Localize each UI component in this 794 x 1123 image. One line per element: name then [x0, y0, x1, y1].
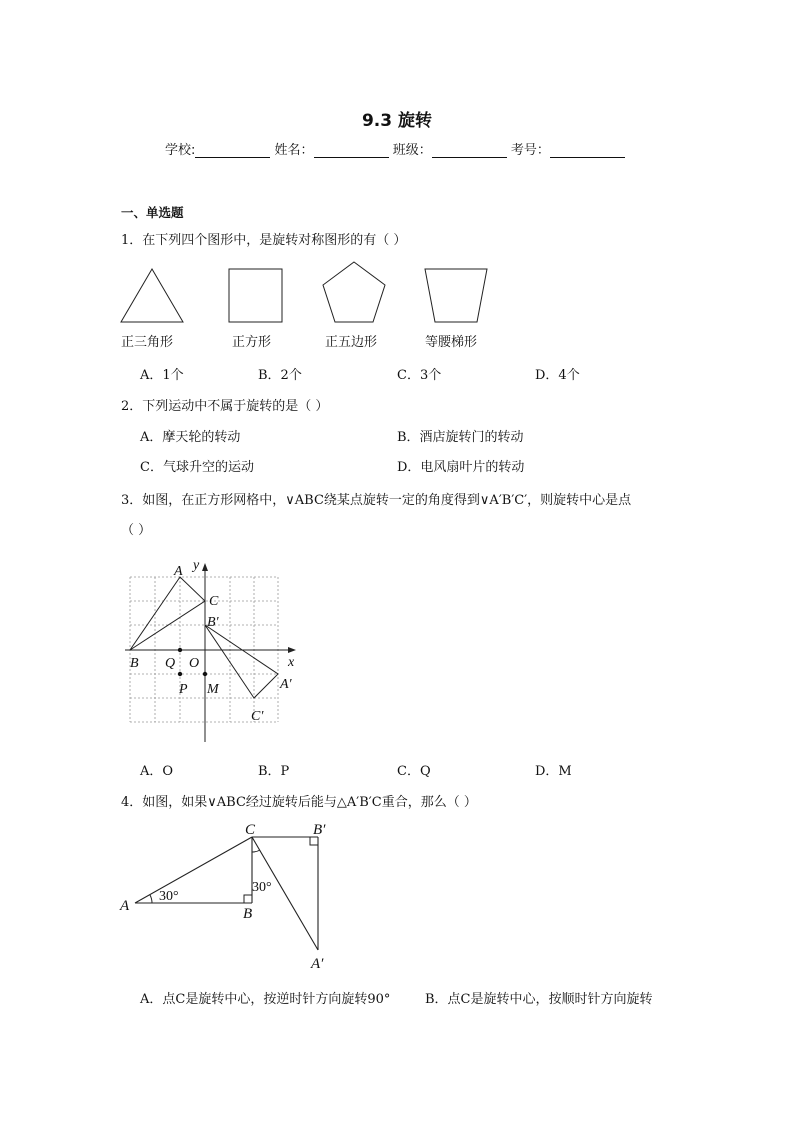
question-2-stem: 2．下列运动中不属于旋转的是（ ） [121, 399, 329, 414]
number-label: 考号： [510, 143, 550, 158]
q1-option-d[interactable]: D．4个 [535, 368, 580, 383]
label-b-prime: B′ [313, 822, 326, 838]
label-x-axis: x [288, 655, 295, 670]
caption-trapezoid: 等腰梯形 [425, 335, 478, 350]
caption-triangle: 正三角形 [121, 335, 174, 350]
label-p: P [179, 682, 188, 697]
q3-option-d[interactable]: D．M [535, 764, 572, 779]
school-label: 学校: [165, 143, 196, 158]
q3-option-a[interactable]: A．O [140, 764, 174, 779]
q4-option-b[interactable]: B．点C是旋转中心，按顺时针方向旋转 [425, 992, 653, 1007]
q1-option-c[interactable]: C．3个 [397, 368, 442, 383]
question-1-stem: 1．在下列四个图形中，是旋转对称图形的有（ ） [121, 233, 407, 248]
label-m: M [207, 682, 219, 697]
q4-option-a[interactable]: A．点C是旋转中心，按逆时针方向旋转90° [140, 992, 391, 1007]
q3-option-b[interactable]: B．P [258, 764, 290, 779]
angle-label-c: 30° [252, 880, 272, 895]
caption-square: 正方形 [232, 335, 272, 350]
label-c: C [245, 822, 256, 838]
angle-label-a: 30° [159, 889, 179, 904]
question-3-stem-cont: （ ） [121, 523, 152, 538]
q2-option-b[interactable]: B．酒店旋转门的转动 [397, 430, 524, 445]
label-a: A [120, 898, 130, 914]
right-angle-mark-b-prime [310, 837, 318, 845]
segment-a-c [135, 837, 252, 903]
q1-option-b[interactable]: B．2个 [258, 368, 302, 383]
label-o: O [189, 656, 200, 671]
q2-option-c[interactable]: C．气球升空的运动 [140, 460, 254, 475]
label-b: B [130, 656, 139, 671]
label-a: A [174, 564, 183, 579]
label-c-prime: C′ [251, 709, 264, 724]
label-y-axis: y [193, 558, 200, 573]
angle-arc-c [252, 850, 260, 852]
q3-option-c[interactable]: C．Q [397, 764, 431, 779]
label-q: Q [165, 656, 176, 671]
name-label: 姓名： [274, 143, 314, 158]
right-angle-mark-b [244, 895, 252, 903]
question-4-stem: 4．如图，如果∨ABC经过旋转后能与△A′B′C重合，那么（ ） [121, 795, 477, 810]
q1-option-a[interactable]: A．1个 [140, 368, 184, 383]
question-3-stem: 3．如图，在正方形网格中，∨ABC绕某点旋转一定的角度得到∨A′B′C′，则旋转中心是点 [121, 493, 632, 508]
q2-option-d[interactable]: D．电风扇叶片的转动 [397, 460, 525, 475]
angle-arc-a [150, 895, 152, 903]
section-heading: 一、单选题 [121, 205, 184, 220]
class-label: 班级： [392, 143, 432, 158]
page-title: 9.3 旋转 [361, 111, 433, 131]
label-a-prime: A′ [311, 956, 324, 972]
label-b: B [243, 906, 253, 922]
label-c: C [209, 594, 219, 609]
caption-pentagon: 正五边形 [325, 335, 378, 350]
label-a-prime: A′ [280, 677, 292, 692]
label-b-prime: B′ [207, 615, 219, 630]
q2-option-a[interactable]: A．摩天轮的转动 [140, 430, 241, 445]
